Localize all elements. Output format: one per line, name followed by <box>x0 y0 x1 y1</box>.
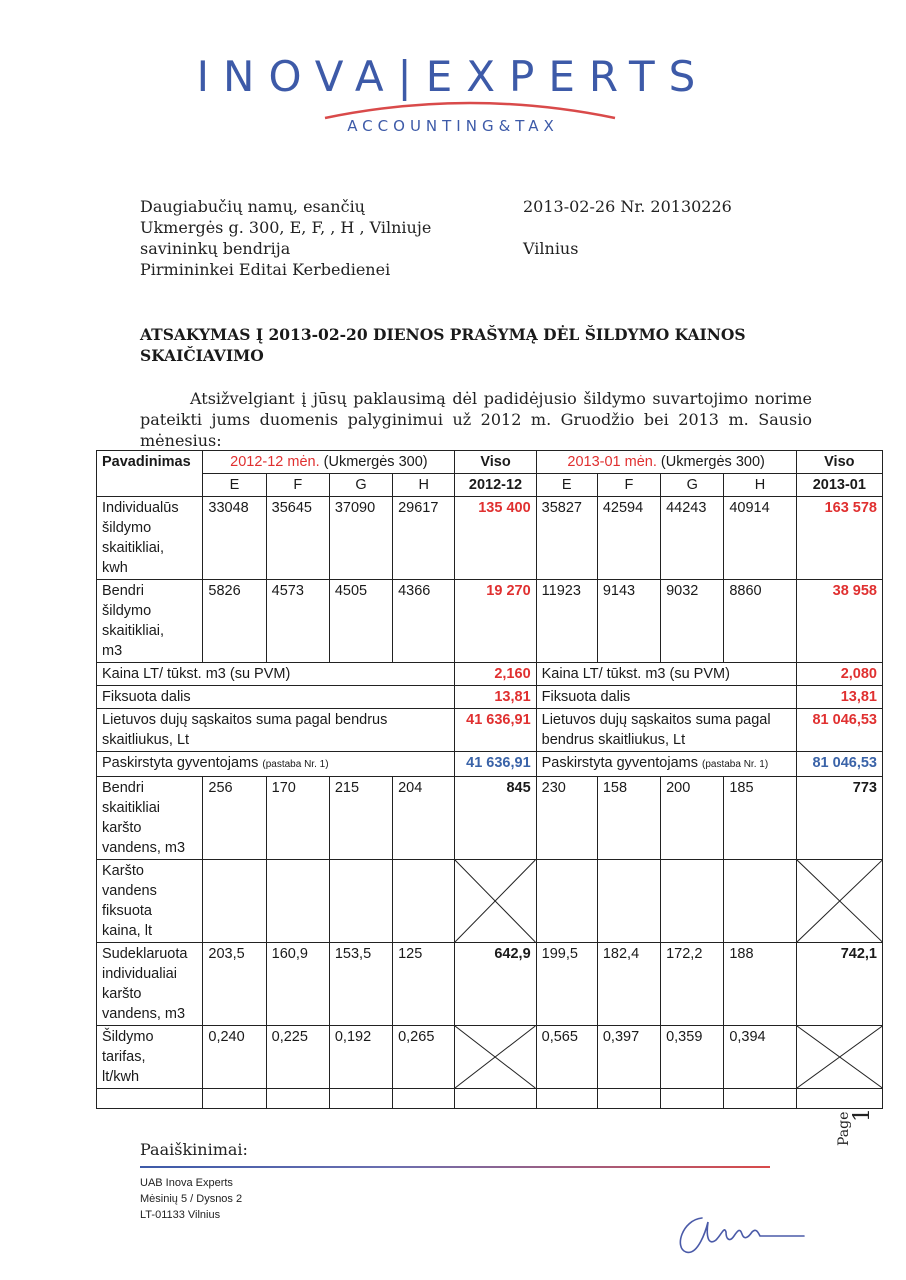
recipient-line-3: savininkų bendrija <box>140 239 291 258</box>
total-cell: 41 636,91 <box>455 709 536 752</box>
col-header: G <box>329 474 392 497</box>
table-row <box>97 1026 883 1089</box>
table-cell: 33048 <box>203 497 266 580</box>
company-logo-tagline: ACCOUNTING&TAX <box>347 117 559 135</box>
page-number: 1 <box>850 1108 875 1122</box>
col-header: H <box>393 474 455 497</box>
row-label: Lietuvos dujų sąskaitos suma pagal bendrus skaitliukus, Lt <box>536 709 796 752</box>
table-row-empty <box>97 1089 883 1109</box>
total-cell: 163 578 <box>796 497 882 580</box>
row-label: Kaina LT/ tūkst. m3 (su PVM) <box>97 663 455 686</box>
table-row <box>97 580 883 663</box>
col-header: F <box>597 474 660 497</box>
table-cell: 203,5 <box>203 943 266 1026</box>
header-total-1-a: Viso <box>455 451 536 474</box>
row-label: Paskirstyta gyventojams (pastaba Nr. 1) <box>97 752 455 777</box>
table-cell <box>203 860 266 943</box>
total-cell: 19 270 <box>455 580 536 663</box>
table-cell: 0,394 <box>724 1026 796 1089</box>
table-row <box>97 777 883 860</box>
table-cell: 0,565 <box>536 1026 597 1089</box>
table-cell: 9032 <box>661 580 724 663</box>
subject-line-2: SKAIČIAVIMO <box>140 346 264 365</box>
header-period-2-month: 2013-01 mėn. <box>567 454 657 470</box>
row-label: Fiksuota dalis <box>536 686 796 709</box>
total-cell: 13,81 <box>455 686 536 709</box>
table-cell: 35645 <box>266 497 329 580</box>
table-cell: 44243 <box>661 497 724 580</box>
table-cell: 4366 <box>393 580 455 663</box>
header-period-2-place: (Ukmergės 300) <box>656 454 765 470</box>
row-label: Kaina LT/ tūkst. m3 (su PVM) <box>536 663 796 686</box>
footer-street: Mėsinių 5 / Dysnos 2 <box>140 1193 243 1205</box>
table-cell: 37090 <box>329 497 392 580</box>
cross-icon <box>455 860 535 942</box>
table-cell: 11923 <box>536 580 597 663</box>
crossed-out-cell <box>455 1026 536 1089</box>
row-label: Sudeklaruota individualiai karšto vandens, m3 <box>97 943 203 1026</box>
cross-icon <box>797 860 882 942</box>
recipient-line-2: Ukmergės g. 300, E, F, , H , Vilniuje <box>140 218 432 237</box>
total-cell: 742,1 <box>796 943 882 1026</box>
total-cell: 41 636,91 <box>455 752 536 777</box>
row-label: Individualūs šildymo skaitikliai, kwh <box>97 497 203 580</box>
table-cell <box>393 860 455 943</box>
total-cell: 81 046,53 <box>796 752 882 777</box>
note-ref: (pastaba Nr. 1) <box>262 759 329 770</box>
header-name: Pavadinimas <box>97 451 203 497</box>
table-cell: 204 <box>393 777 455 860</box>
table-row <box>97 943 883 1026</box>
table-cell <box>597 860 660 943</box>
table-cell: 200 <box>661 777 724 860</box>
table-row <box>97 686 883 709</box>
signature-icon <box>672 1210 812 1260</box>
table-cell: 172,2 <box>661 943 724 1026</box>
table-cell <box>536 860 597 943</box>
company-logo-name: INOVA|EXPERTS <box>196 52 710 101</box>
table-cell <box>329 860 392 943</box>
table-row <box>97 752 883 777</box>
explanations-heading: Paaiškinimai: <box>140 1140 248 1159</box>
table-row <box>97 860 883 943</box>
row-label: Bendri šildymo skaitikliai, m3 <box>97 580 203 663</box>
row-label: Karšto vandens fiksuota kaina, lt <box>97 860 203 943</box>
header-total-2-b: 2013-01 <box>796 474 882 497</box>
recipient-line-4: Pirmininkei Editai Kerbedienei <box>140 260 391 279</box>
table-cell: 230 <box>536 777 597 860</box>
table-header-row <box>97 451 883 474</box>
document-city: Vilnius <box>523 239 579 258</box>
table-cell: 158 <box>597 777 660 860</box>
crossed-out-cell <box>455 860 536 943</box>
header-total-2-a: Viso <box>796 451 882 474</box>
table-cell: 5826 <box>203 580 266 663</box>
intro-line-2: pateikti jums duomenis palyginimui už 2012 m. Gruodžio bei 2013 m. Sausio <box>140 410 812 429</box>
table-subheader-row <box>97 474 883 497</box>
table-cell: 215 <box>329 777 392 860</box>
col-header: G <box>661 474 724 497</box>
crossed-out-cell <box>796 860 882 943</box>
table-cell <box>661 860 724 943</box>
table-row <box>97 663 883 686</box>
table-cell: 0,240 <box>203 1026 266 1089</box>
total-cell: 773 <box>796 777 882 860</box>
table-cell <box>724 860 796 943</box>
page-number-mark <box>826 1098 875 1148</box>
col-header: H <box>724 474 796 497</box>
total-cell: 642,9 <box>455 943 536 1026</box>
table-cell: 29617 <box>393 497 455 580</box>
table-cell: 35827 <box>536 497 597 580</box>
row-label: Bendri skaitikliai karšto vandens, m3 <box>97 777 203 860</box>
row-label: Paskirstyta gyventojams (pastaba Nr. 1) <box>536 752 796 777</box>
footer-company: UAB Inova Experts <box>140 1177 233 1189</box>
document-date-number: 2013-02-26 Nr. 20130226 <box>523 197 732 216</box>
table-row <box>97 709 883 752</box>
page-word: Page <box>836 1111 852 1146</box>
cross-icon <box>797 1026 882 1088</box>
table-cell: 8860 <box>724 580 796 663</box>
row-label: Fiksuota dalis <box>97 686 455 709</box>
table-cell: 153,5 <box>329 943 392 1026</box>
table-cell: 0,265 <box>393 1026 455 1089</box>
table-cell: 182,4 <box>597 943 660 1026</box>
col-header: E <box>203 474 266 497</box>
table-cell <box>266 860 329 943</box>
table-cell: 4505 <box>329 580 392 663</box>
total-cell: 2,160 <box>455 663 536 686</box>
subject-line-1: ATSAKYMAS Į 2013-02-20 DIENOS PRAŠYMĄ DĖL ŠILDYMO KAINOS <box>140 325 746 344</box>
footer-postcode: LT-01133 Vilnius <box>140 1209 221 1221</box>
footer-divider <box>140 1166 770 1168</box>
total-cell: 135 400 <box>455 497 536 580</box>
table-cell: 125 <box>393 943 455 1026</box>
total-cell: 38 958 <box>796 580 882 663</box>
col-header: F <box>266 474 329 497</box>
table-cell: 188 <box>724 943 796 1026</box>
header-period-2 <box>536 451 796 474</box>
cross-icon <box>455 1026 535 1088</box>
crossed-out-cell <box>796 1026 882 1089</box>
table-cell: 4573 <box>266 580 329 663</box>
header-total-1-b: 2012-12 <box>455 474 536 497</box>
table-cell: 0,225 <box>266 1026 329 1089</box>
header-period-1-place: (Ukmergės 300) <box>319 454 428 470</box>
note-ref: (pastaba Nr. 1) <box>702 759 769 770</box>
intro-line-3: mėnesius: <box>140 431 222 450</box>
table-cell: 40914 <box>724 497 796 580</box>
table-cell: 0,359 <box>661 1026 724 1089</box>
col-header: E <box>536 474 597 497</box>
table-cell: 160,9 <box>266 943 329 1026</box>
row-label: Šildymo tarifas, lt/kwh <box>97 1026 203 1089</box>
table-row <box>97 497 883 580</box>
header-period-1-month: 2012-12 mėn. <box>230 454 320 470</box>
table-cell: 170 <box>266 777 329 860</box>
row-label: Lietuvos dujų sąskaitos suma pagal bendrus skaitliukus, Lt <box>97 709 455 752</box>
recipient-line-1: Daugiabučių namų, esančių <box>140 197 365 216</box>
table-cell: 0,192 <box>329 1026 392 1089</box>
total-cell: 2,080 <box>796 663 882 686</box>
table-cell: 256 <box>203 777 266 860</box>
table-cell: 42594 <box>597 497 660 580</box>
table-cell: 0,397 <box>597 1026 660 1089</box>
header-period-1 <box>203 451 455 474</box>
table-cell: 185 <box>724 777 796 860</box>
table-cell: 199,5 <box>536 943 597 1026</box>
intro-line-1: Atsižvelgiant į jūsų paklausimą dėl padidėjusio šildymo suvartojimo norime <box>190 389 812 408</box>
table-cell: 9143 <box>597 580 660 663</box>
total-cell: 81 046,53 <box>796 709 882 752</box>
heating-comparison-table <box>96 450 883 1109</box>
total-cell: 13,81 <box>796 686 882 709</box>
total-cell: 845 <box>455 777 536 860</box>
